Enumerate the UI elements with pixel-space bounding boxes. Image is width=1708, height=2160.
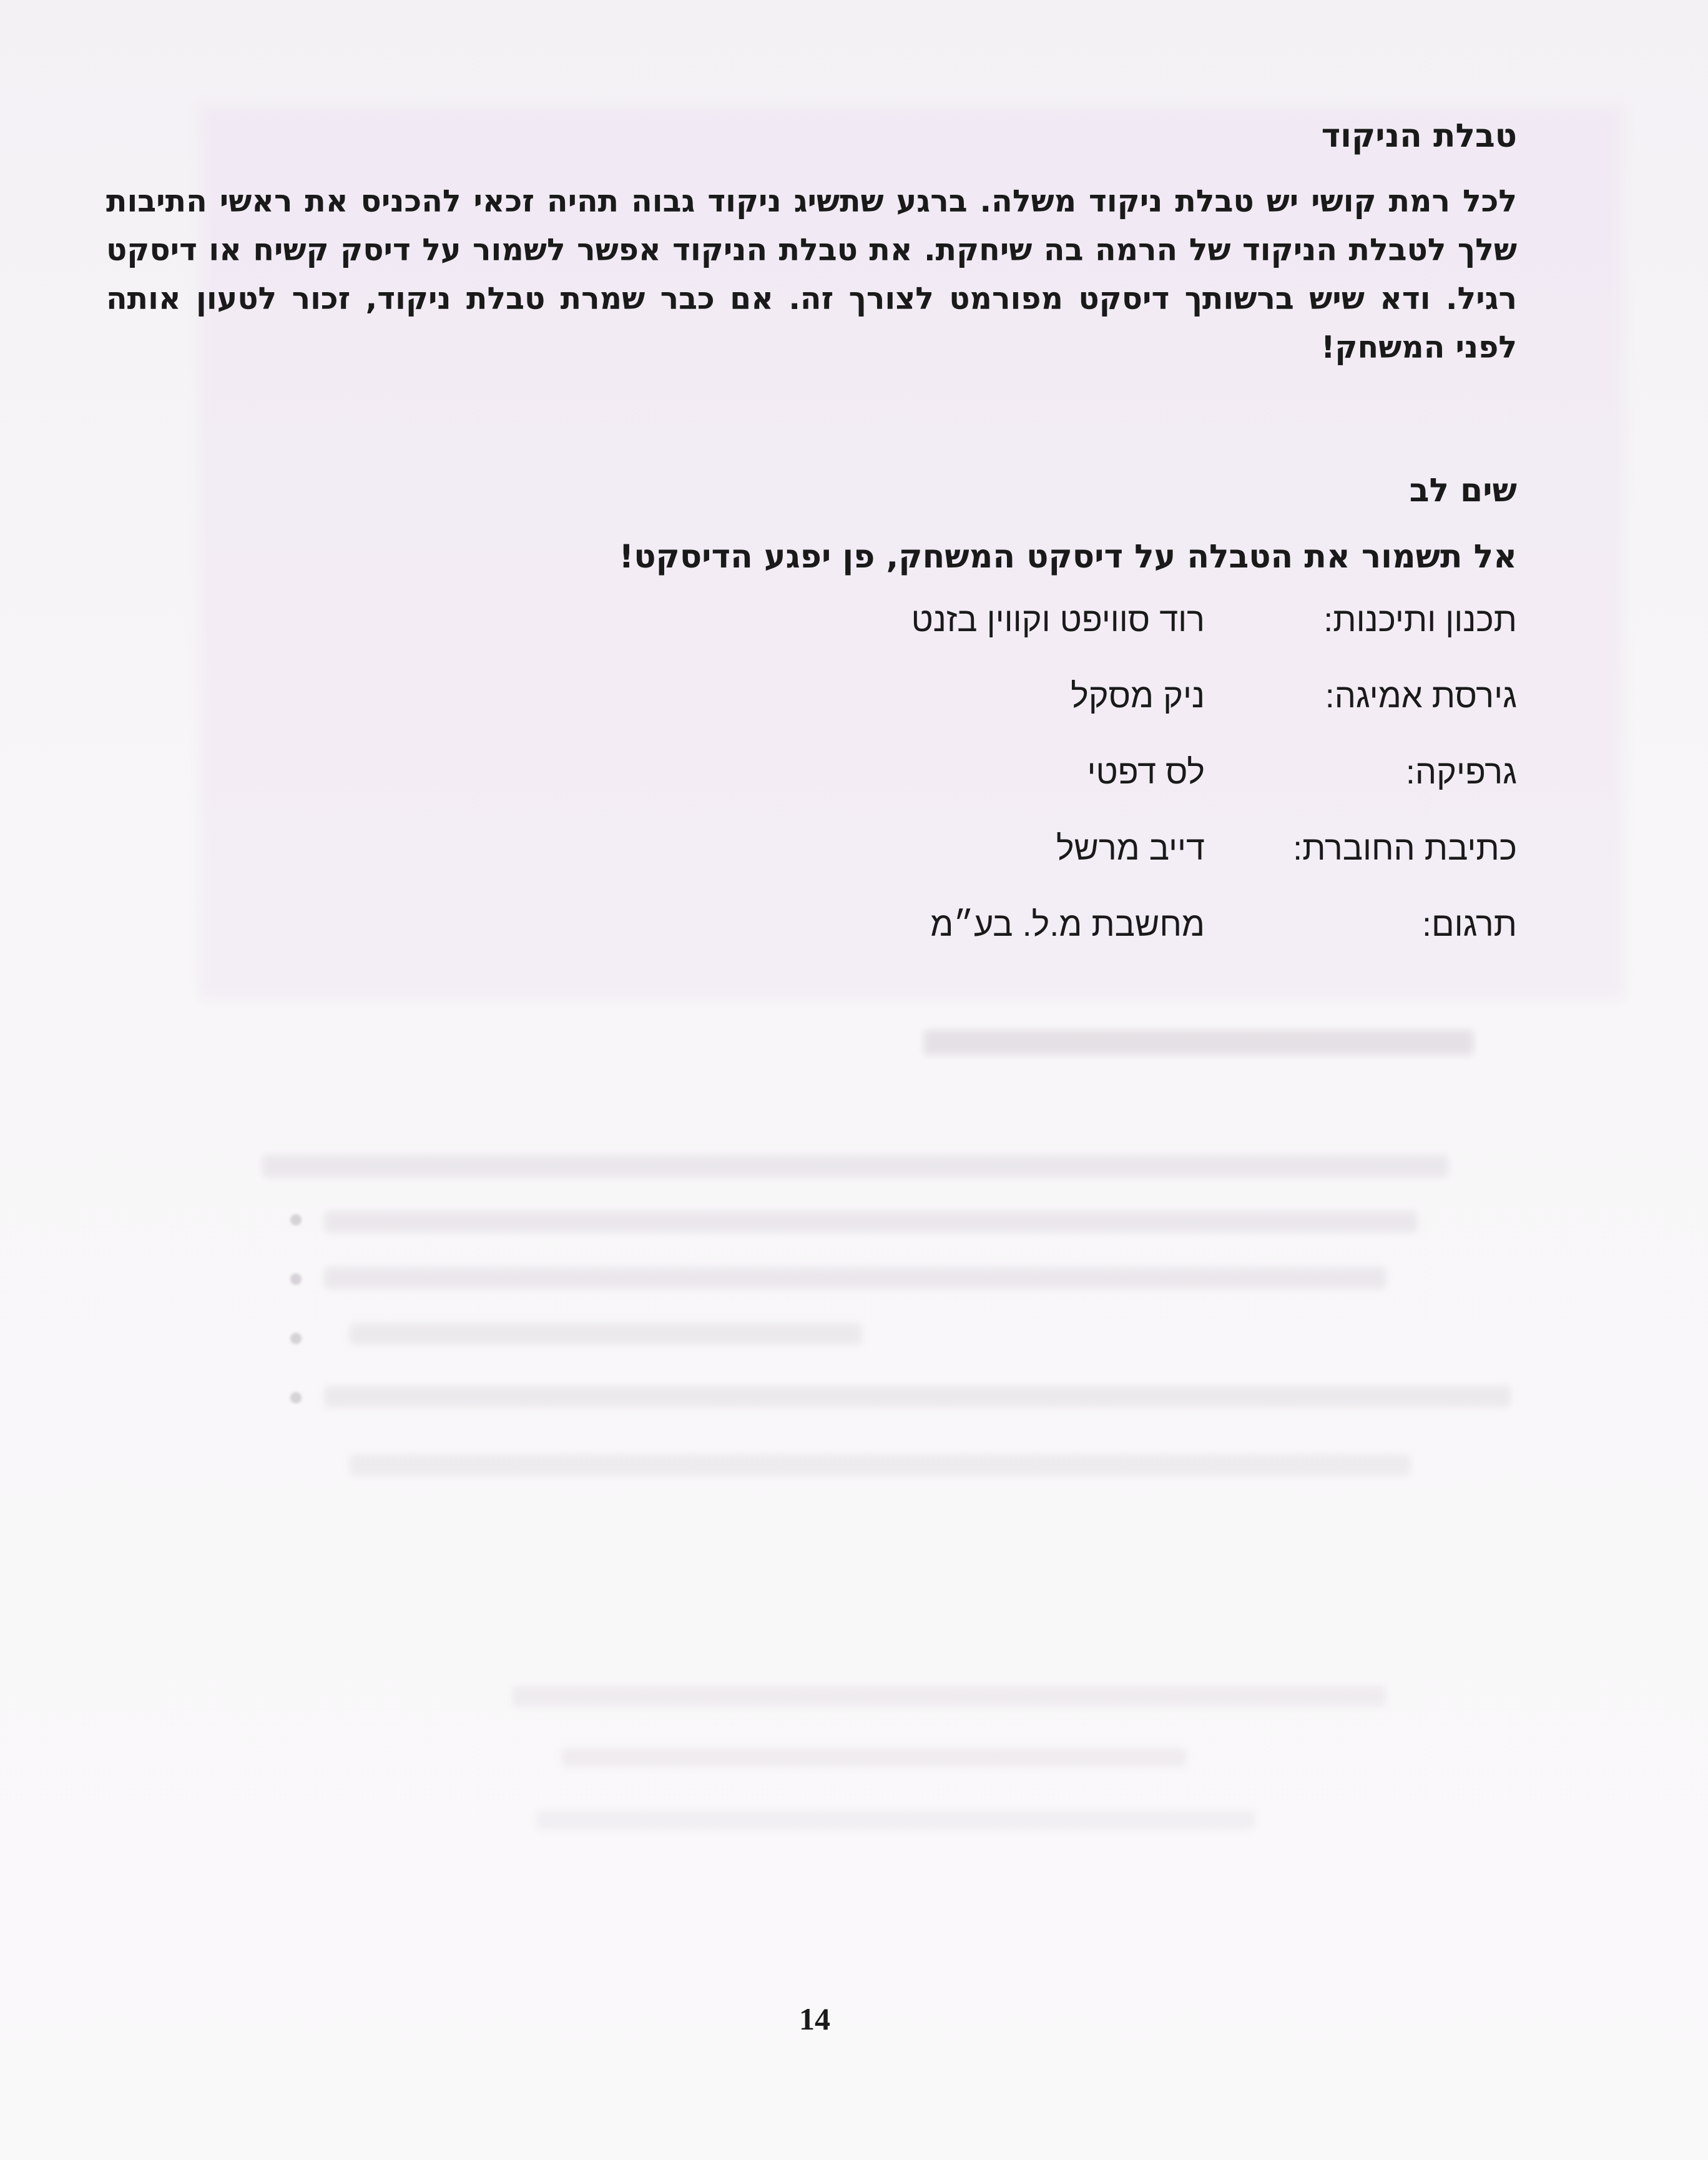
bleed-through-bullet	[290, 1392, 302, 1403]
section-title-notice: שים לב	[1409, 472, 1517, 509]
credit-name: דייב מרשל	[1056, 830, 1205, 867]
bleed-through-text	[262, 1155, 1448, 1177]
credits-list	[106, 601, 1517, 981]
bleed-through-text	[350, 1455, 1411, 1476]
bleed-through-text	[325, 1211, 1417, 1232]
notice-warning: אל תשמור את הטבלה על דיסקט המשחק, פן יפגע הדיסקט!	[619, 538, 1517, 576]
bleed-through-bullet	[290, 1214, 302, 1225]
bleed-through-text	[537, 1810, 1255, 1829]
page-number: 14	[799, 2001, 830, 2036]
credit-row	[106, 677, 1517, 753]
credit-name: רוד סוויפט וקווין בזנט	[911, 601, 1205, 639]
bleed-through-text	[924, 1030, 1473, 1055]
bleed-through-text	[350, 1323, 861, 1345]
credit-role: תרגום:	[1422, 906, 1517, 943]
score-table-paragraph	[106, 177, 1517, 372]
credit-name: מחשבת מ.ל. בע״מ	[930, 906, 1205, 943]
bleed-through-text	[512, 1686, 1386, 1707]
credit-role: כתיבת החוברת:	[1293, 830, 1517, 867]
score-table-emphasis: אם כבר שמרת טבלת ניקוד, זכור לטעון אותה לפני המשחק!	[106, 281, 1517, 365]
credit-row	[106, 829, 1517, 905]
bleed-through-text	[325, 1386, 1511, 1407]
credit-name: לס דפטי	[1087, 754, 1205, 791]
credit-row	[106, 905, 1517, 981]
credit-role: גירסת אמיגה:	[1325, 677, 1517, 715]
page-content	[106, 111, 1517, 981]
credit-row	[106, 753, 1517, 829]
credit-role: גרפיקה:	[1405, 754, 1517, 791]
score-table-body: לכל רמת קושי יש טבלת ניקוד משלה. ברגע שתשיג ניקוד גבוה תהיה זכאי להכניס את ראשי התיבות שלך לטבלת הניקוד של הרמה בה שיחקת. את טבלת הניקוד אפשר לשמור על דיסק קשיח או דיסקט רגיל. ודא שיש ברשותך דיסקט מפורמט לצורך זה.	[106, 184, 1518, 317]
credit-role: תכנון ותיכנות:	[1323, 601, 1517, 639]
bleed-through-bullet	[290, 1274, 302, 1285]
bleed-through-bullet	[290, 1333, 302, 1344]
credit-row	[106, 601, 1517, 677]
section-title-score-table: טבלת הניקוד	[1321, 117, 1517, 155]
bleed-through-text	[325, 1267, 1386, 1289]
credit-name: ניק מסקל	[1071, 677, 1205, 715]
bleed-through-text	[562, 1748, 1186, 1767]
